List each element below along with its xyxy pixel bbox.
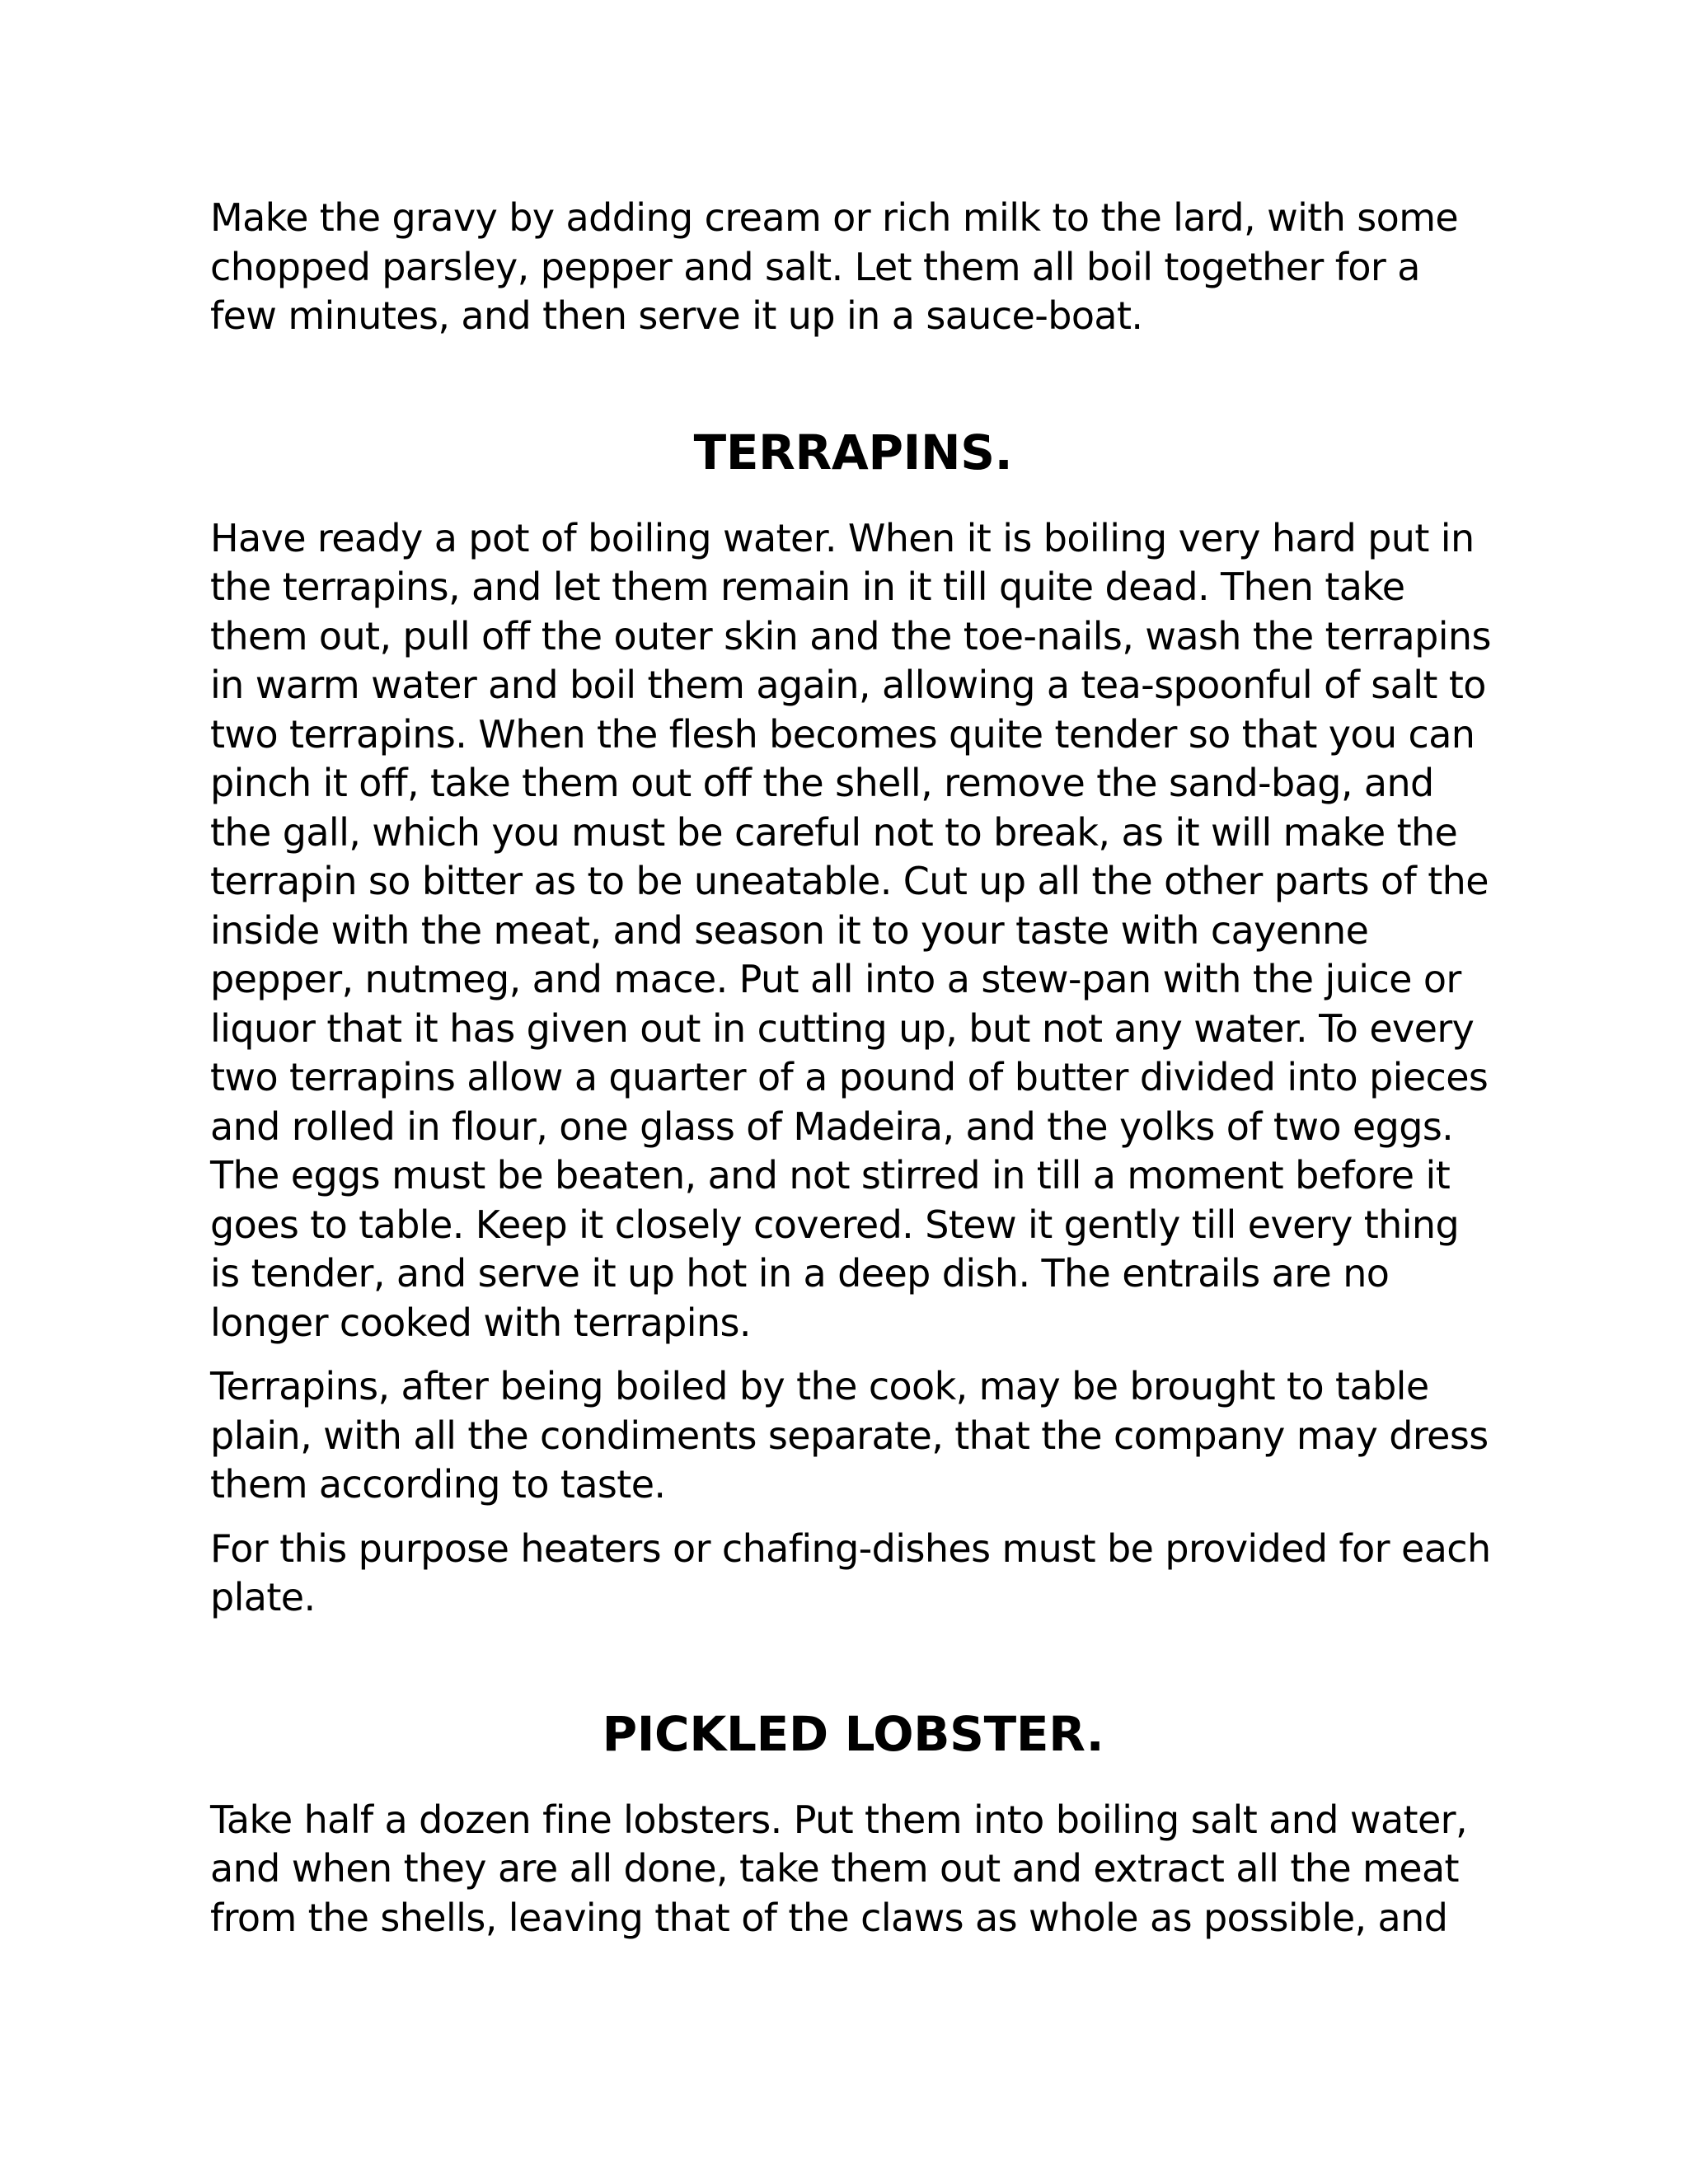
terrapins-paragraph-2: Terrapins, after being boiled by the cook, may be brought to table plain, with all the condiments separate, that the company may dress them according to taste. xyxy=(210,1364,1489,1507)
spacer xyxy=(210,341,1496,424)
pickled-lobster-paragraph-1: Take half a dozen fine lobsters. Put them into boiling salt and water, and when they are all done, take them out and extract all the meat from the shells, leaving that of the claws as whole as possible, and xyxy=(210,1797,1468,1940)
pickled-lobster-heading: PICKLED LOBSTER. xyxy=(602,1705,1104,1762)
spacer xyxy=(210,1623,1496,1705)
spacer xyxy=(210,481,1496,514)
document-page xyxy=(210,194,1496,1943)
terrapins-paragraph-3: For this purpose heaters or chafing-dishes must be provided for each plate. xyxy=(210,1526,1491,1619)
spacer xyxy=(210,1510,1496,1525)
spacer xyxy=(210,1763,1496,1796)
spacer xyxy=(210,1347,1496,1362)
terrapins-paragraph-1: Have ready a pot of boiling water. When it is boiling very hard put in the terrapins, and let them remain in it till quite dead. Then take them out, pull off the outer skin and the toe-nails, wash the terrapins in warm water and boil them again, allowing a tea-spoonful of salt to two terrapins. When the flesh becomes quite tender so that you can pinch it off, take them out off the shell, remove the sand-bag, and the gall, which you must be careful not to break, as it will make the terrapin so bitter as to be uneatable. Cut up all the other parts of the inside with the meat, and season it to your taste with cayenne pepper, nutmeg, and mace. Put all into a stew-pan with the juice or liquor that it has given out in cutting up, but not any water. To every two terrapins allow a quarter of a pound of butter divided into pieces and rolled in flour, one glass of Madeira, and the yolks of two eggs. The eggs must be beaten, and not stirred in till a moment before it goes to table. Keep it closely covered. Stew it gently till every thing is tender, and serve it up hot in a deep dish. The entrails are no longer cooked with terrapins. xyxy=(210,515,1491,1345)
terrapins-heading: TERRAPINS. xyxy=(693,424,1013,480)
intro-paragraph: Make the gravy by adding cream or rich milk to the lard, with some chopped parsley, pepper and salt. Let them all boil together for a few minutes, and then serve it up in a sauce-boat. xyxy=(210,195,1459,338)
